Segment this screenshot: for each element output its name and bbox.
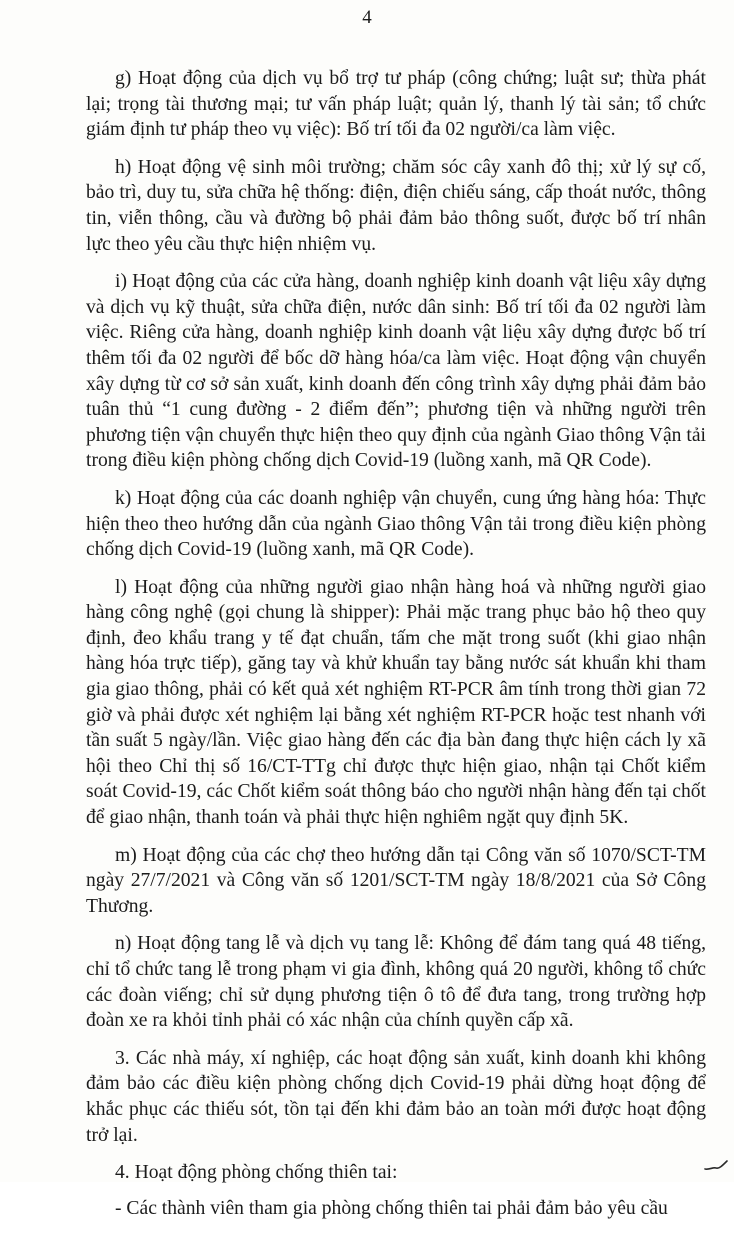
paragraph-m: m) Hoạt động của các chợ theo hướng dẫn tại Công văn số 1070/SCT-TM ngày 27/7/2021 và Công văn số 1201/SCT-TM ngày 18/8/2021 của Sở Công Thương. xyxy=(86,844,706,917)
paragraph-4-dash: - Các thành viên tham gia phòng chống thiên tai phải đảm bảo yêu cầu xyxy=(115,1197,668,1219)
paragraph-k: k) Hoạt động của các doanh nghiệp vận chuyển, cung ứng hàng hóa: Thực hiện theo theo hướng dẫn của ngành Giao thông Vận tải trong điều kiện phòng chống dịch Covid-19 (luồng xanh, mã QR Code). xyxy=(86,487,706,561)
paragraph-h: h) Hoạt động vệ sinh môi trường; chăm sóc cây xanh đô thị; xử lý sự cố, bảo trì, duy tu, sửa chữa hệ thống: điện, điện chiếu sáng, cấp thoát nước, thông tin, viễn thông, cầu và đường bộ phải đảm bảo thông suốt, được bố trí nhân lực theo yêu cầu thực hiện nhiệm vụ. xyxy=(86,156,706,255)
paragraph-n: n) Hoạt động tang lễ và dịch vụ tang lễ: Không để đám tang quá 48 tiếng, chỉ tổ chức tang lễ trong phạm vi gia đình, không quá 20 người, không tổ chức các đoàn viếng; chỉ sử dụng phương tiện ô tô để đưa tang, trong trường hợp đoàn xe ra khỏi tỉnh phải có xác nhận của chính quyền cấp xã. xyxy=(86,933,706,1032)
paragraph-l: l) Hoạt động của những người giao nhận hàng hoá và những người giao hàng công nghệ (gọi chung là shipper): Phải mặc trang phục bảo hộ theo quy định, đeo khẩu trang y tế đạt chuẩn, tấm che mặt trong suốt (khi giao nhận hàng hóa trực tiếp), găng tay và khử khuẩn tay bằng nước sát khuẩn khi tham gia giao thông, phải có kết quả xét nghiệm RT-PCR âm tính trong thời gian 72 giờ và phải được xét nghiệm lại bằng xét nghiệm RT-PCR hoặc test nhanh với tần suất 5 ngày/lần. Việc giao hàng đến các địa bàn đang thực hiện cách ly xã hội theo Chỉ thị số 16/CT-TTg chỉ được thực hiện giao, nhận tại Chốt kiểm soát Covid-19, các Chốt kiểm soát thông báo cho người nhận hàng đến tại chốt để giao nhận, thanh toán và phải thực hiện nghiêm ngặt quy định 5K. xyxy=(86,576,706,829)
page-number: 4 xyxy=(362,7,372,28)
handwritten-mark-icon xyxy=(703,1157,729,1173)
paragraph-4-heading: 4. Hoạt động phòng chống thiên tai: xyxy=(115,1162,398,1184)
document-body xyxy=(86,66,706,1233)
paragraph-i: i) Hoạt động của các cửa hàng, doanh nghiệp kinh doanh vật liệu xây dựng và dịch vụ kỹ thuật, sửa chữa điện, nước dân sinh: Bố trí tối đa 02 người làm việc. Riêng cửa hàng, doanh nghiệp kinh doanh vật liệu xây dựng được bố trí thêm tối đa 02 người để bốc dỡ hàng hóa/ca làm việc. Hoạt động vận chuyển xây dựng từ cơ sở sản xuất, kinh doanh đến công trình xây dựng phải đảm bảo tuân thủ “1 cung đường - 2 điểm đến”; phương tiện và những người trên phương tiện vận chuyển thực hiện theo quy định của ngành Giao thông Vận tải trong điều kiện phòng chống dịch Covid-19 (luồng xanh, mã QR Code). xyxy=(86,271,706,472)
paragraph-g: g) Hoạt động của dịch vụ bổ trợ tư pháp (công chứng; luật sư; thừa phát lại; trọng tài thương mại; tư vấn pháp luật; quản lý, thanh lý tài sản; tổ chức giám định tư pháp theo vụ việc): Bố trí tối đa 02 người/ca làm việc. xyxy=(86,68,706,141)
paragraph-3: 3. Các nhà máy, xí nghiệp, các hoạt động sản xuất, kinh doanh khi không đảm bảo các điều kiện phòng chống dịch Covid-19 phải dừng hoạt động để khắc phục các thiếu sót, tồn tại đến khi đảm bảo an toàn mới được hoạt động trở lại. xyxy=(86,1047,706,1146)
